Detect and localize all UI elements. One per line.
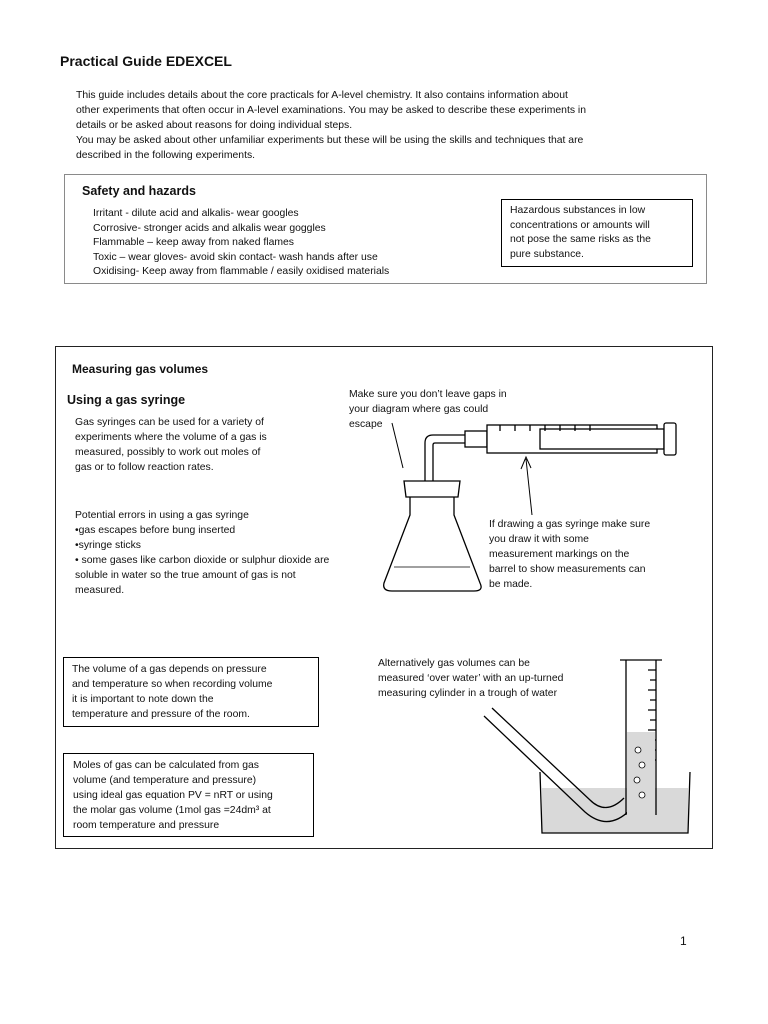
syringe-errors [75,508,365,598]
hazard-note-line: not pose the same risks as the [510,234,651,245]
gaps-note-line: your diagram where gas could [349,404,489,415]
hazard-note-line: Hazardous substances in low [510,205,646,216]
intro-line: other experiments that often occur in A-level examinations. You may be asked to describe these experiments in [76,105,587,116]
over-water-diagram [480,640,700,845]
volume-note-box [63,657,319,727]
drawing-note-line: measurement markings on the [489,549,630,560]
volume-note-line: it is important to note down the [72,694,214,705]
safety-item: Corrosive- stronger acids and alkalis wear goggles [93,222,326,234]
drawing-note-line: you draw it with some [489,534,589,545]
intro-line: You may be asked about other unfamiliar experiments but these will be using the skills and techniques that are [76,135,584,146]
page-title: Practical Guide EDEXCEL [60,53,232,69]
syringe-desc-line: gas or to follow reaction rates. [75,462,214,473]
gaps-note-line: Make sure you don’t leave gaps in [349,389,507,400]
moles-note-line: using ideal gas equation PV = nRT or using [73,790,273,801]
safety-item: Flammable – keep away from naked flames [93,237,294,248]
volume-note-line: The volume of a gas depends on pressure [72,664,267,675]
over-water-line: measured ‘over water’ with an up-turned [378,673,564,684]
drawing-note-line: be made. [489,579,533,590]
safety-item: Toxic – wear gloves- avoid skin contact- wash hands after use [93,251,378,263]
hazard-note-box [501,199,693,267]
gas-syringe-diagram [370,415,690,600]
hazard-note-line: pure substance. [510,248,584,260]
errors-line: measured. [75,585,125,596]
moles-note-box [63,753,314,837]
syringe-desc-line: measured, possibly to work out moles of [75,447,261,458]
syringe-desc-line: Gas syringes can be used for a variety of [75,417,264,428]
drawing-note-line: barrel to show measurements can [489,564,646,575]
over-water-line: measuring cylinder in a trough of water [378,688,558,699]
safety-item: Oxidising- Keep away from flammable / easily oxidised materials [93,266,390,277]
gas-syringe-title: Using a gas syringe [67,393,186,407]
errors-line: •gas escapes before bung inserted [75,525,236,536]
volume-note-line: temperature and pressure of the room. [72,709,250,720]
errors-line: soluble in water so the true amount of gas is not [75,570,296,581]
safety-list [93,207,389,280]
intro-line: This guide includes details about the core practicals for A-level chemistry. It also contains information about [76,90,568,101]
gaps-note-line: escape [349,419,383,430]
intro-line: described in the following experiments. [76,150,256,161]
measuring-gas-title: Measuring gas volumes [72,362,209,376]
errors-line: •syringe sticks [75,540,141,551]
moles-note-line: volume (and temperature and pressure) [73,775,257,786]
over-water-line: Alternatively gas volumes can be [378,658,530,669]
intro-paragraph [76,88,686,163]
errors-line: Potential errors in using a gas syringe [75,510,249,521]
intro-line: details or be asked about reasons for doing individual steps. [76,120,353,131]
errors-line: • some gases like carbon dioxide or sulphur dioxide are [75,555,330,566]
volume-note-line: and temperature so when recording volume [72,679,273,690]
syringe-description [75,415,315,475]
moles-note-line: the molar gas volume (1mol gas =24dm³ at [73,805,271,816]
hazard-note-line: concentrations or amounts will [510,219,650,231]
drawing-note-line: If drawing a gas syringe make sure [489,519,651,530]
safety-title: Safety and hazards [82,184,196,198]
moles-note-line: Moles of gas can be calculated from gas [73,760,259,771]
page-number: 1 [680,934,687,948]
moles-note-line: room temperature and pressure [73,820,220,831]
syringe-desc-line: experiments where the volume of a gas is [75,432,267,443]
safety-item: Irritant - dilute acid and alkalis- wear googles [93,208,299,219]
